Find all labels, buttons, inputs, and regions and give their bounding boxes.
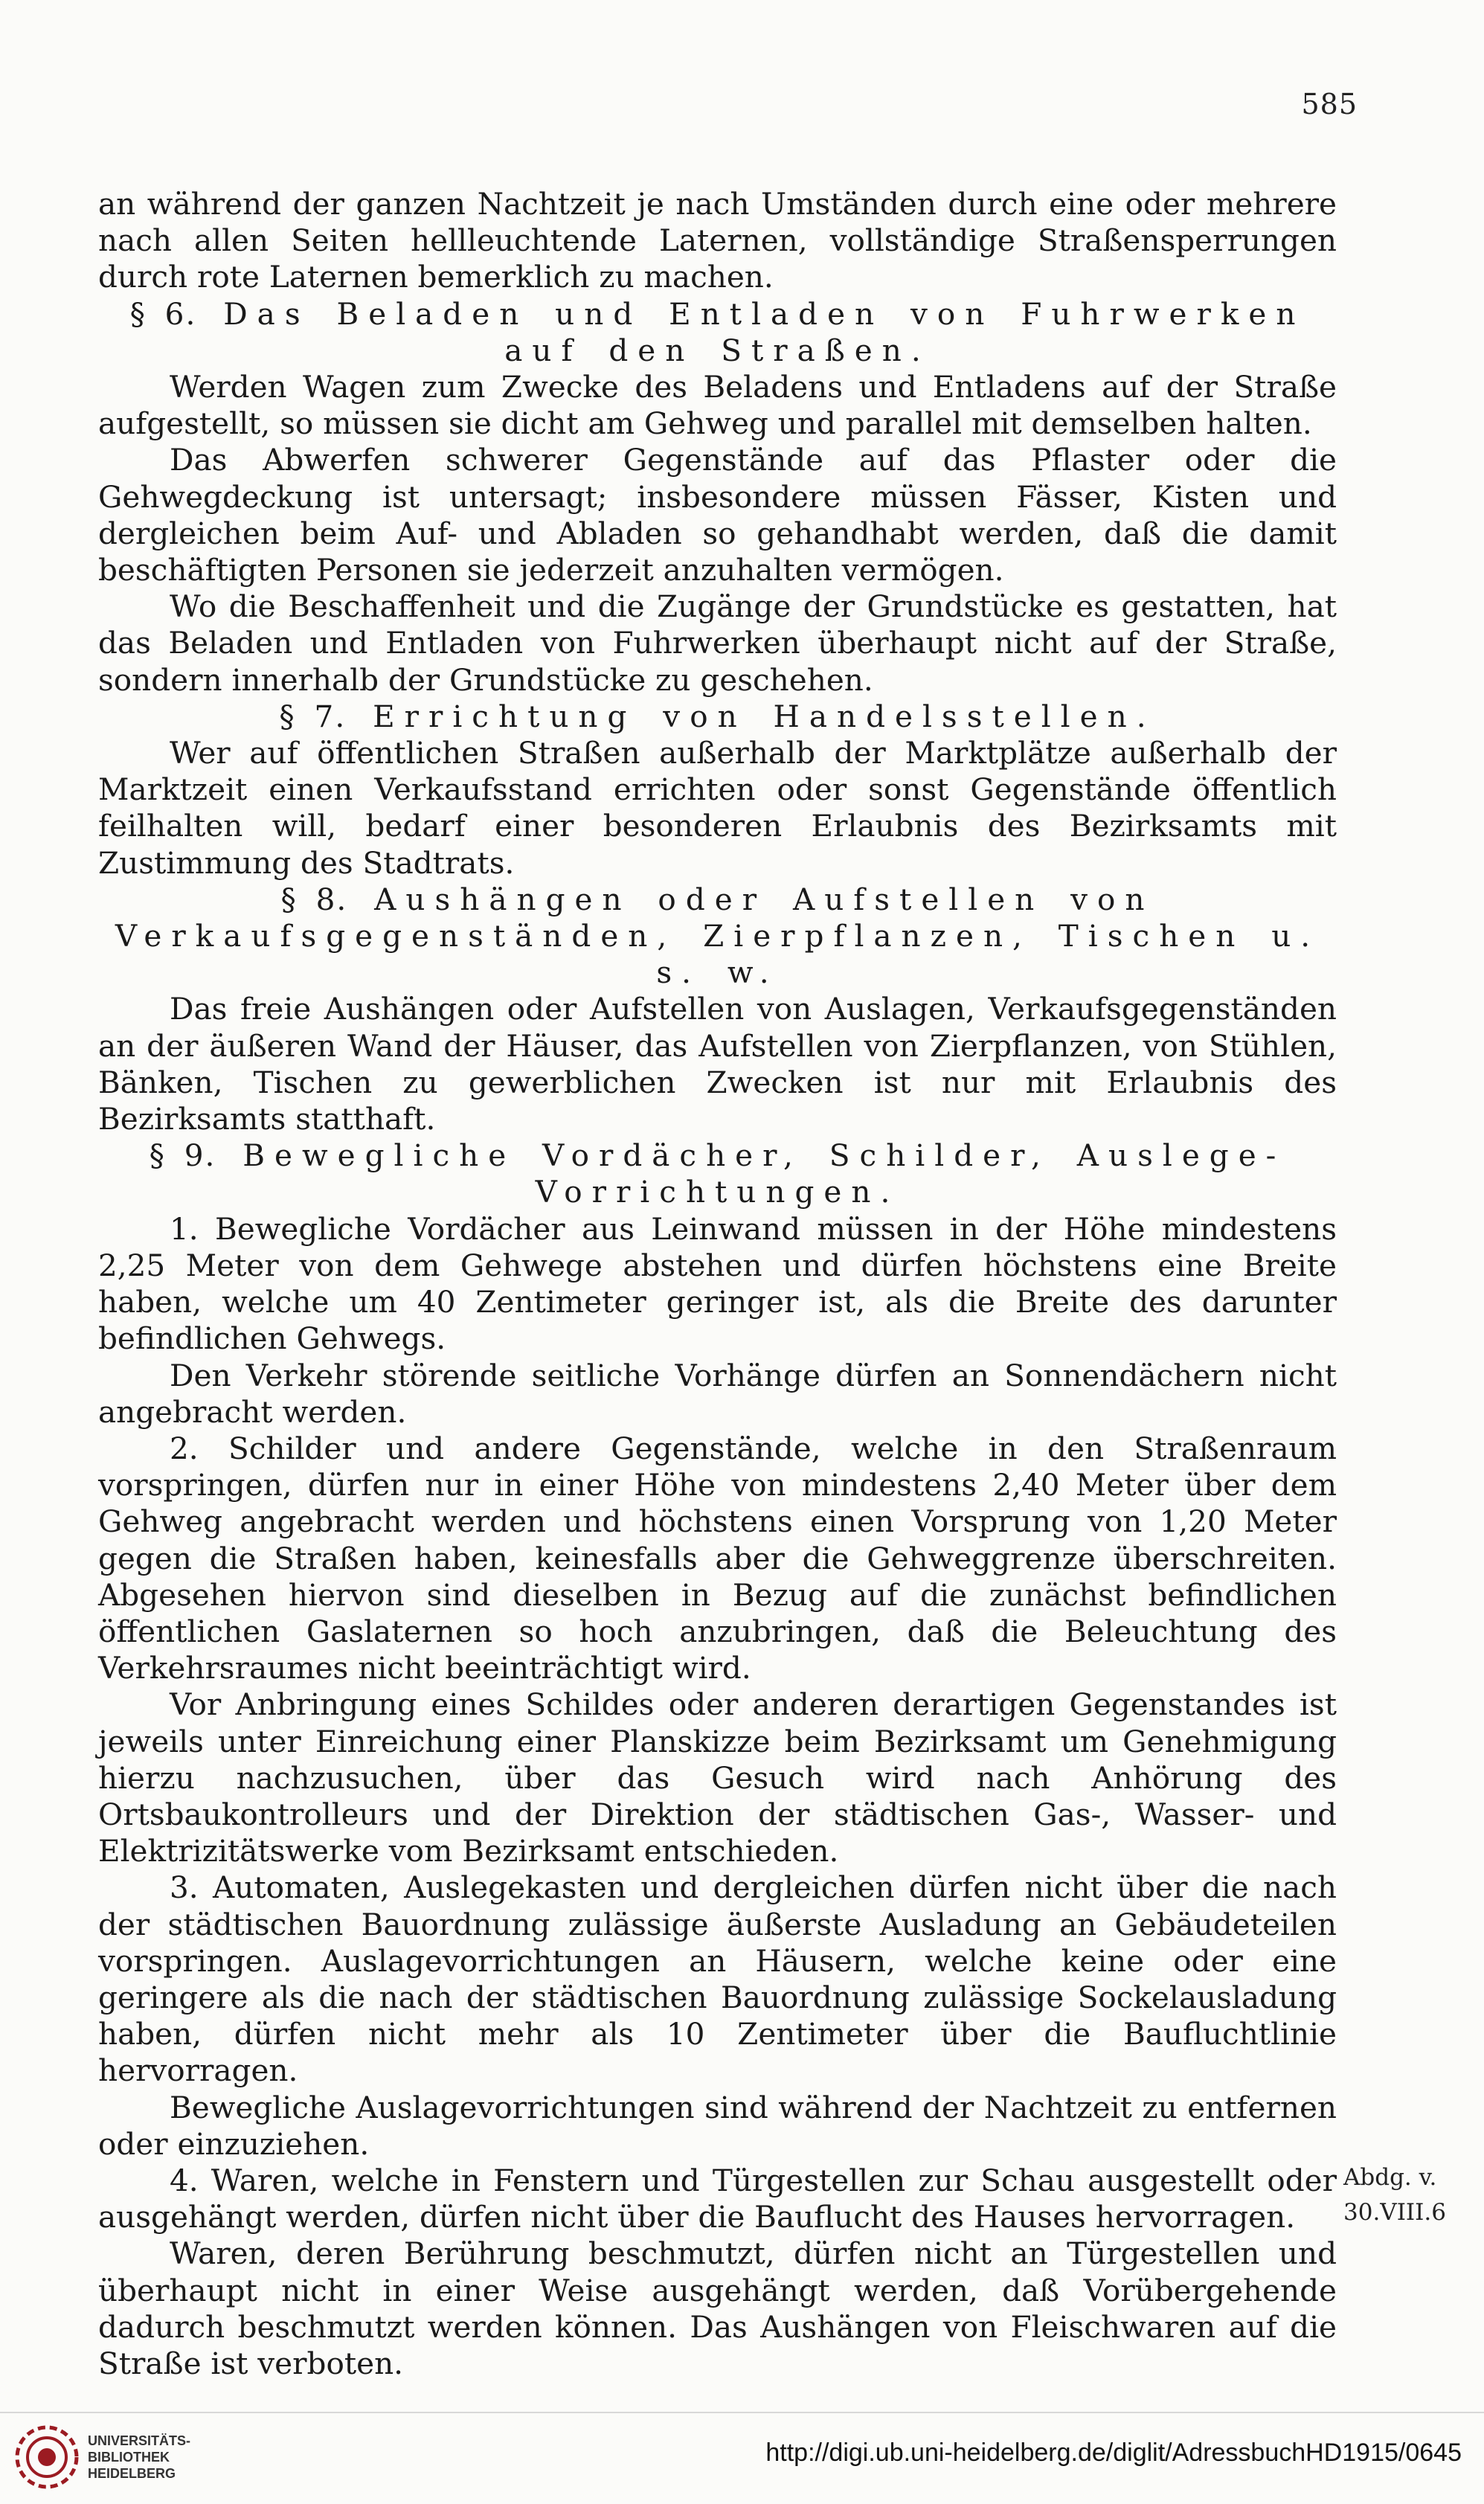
- section-heading: [98, 699, 1337, 735]
- page-number: 585: [1301, 88, 1358, 121]
- section-heading: [98, 1137, 1337, 1210]
- library-name: UNIVERSITÄTS- BIBLIOTHEK HEIDELBERG: [88, 2433, 191, 2481]
- paragraph: Das freie Aushängen oder Aufstellen von Auslagen, Verkaufsgegenständen an der äußeren Wand der Häuser, das Aufstellen von Zierpflanzen, von Stühlen, Bänken, Tischen zu gewerblichen Zwecken ist nur mit Erlaubnis des Bezirksamts statthaft.: [98, 991, 1337, 1137]
- paragraph: Waren, deren Berührung beschmutzt, dürfen nicht an Türgestellen und überhaupt nicht in einer Weise ausgehängt werden, daß Vorübergehende dadurch beschmutzt werden können. Das Aushängen von Fleischwaren auf die Straße ist verboten.: [98, 2235, 1337, 2381]
- section-heading: [98, 882, 1337, 992]
- paragraph: Wer auf öffentlichen Straßen außerhalb der Marktplätze außerhalb der Marktzeit einen Verkaufsstand errichten oder sonst Gegenstände öffentlich feilhalten will, bedarf einer besonderen Erlaubnis des Bezirksamts mit Zustimmung des Stadtrats.: [98, 735, 1337, 881]
- section-heading: [98, 296, 1337, 369]
- paragraph: Den Verkehr störende seitliche Vorhänge dürfen an Sonnendächern nicht angebracht werden.: [98, 1357, 1337, 1430]
- section-title: Aushängen oder Aufstellen von Verkaufsgegenständen, Zierpflanzen, Tischen u. s. w.: [115, 881, 1320, 991]
- paragraph: 4. Waren, welche in Fenstern und Türgestellen zur Schau ausgestellt oder ausgehängt werden, dürfen nicht über die Bauflucht des Hauses hervorragen.: [98, 2162, 1337, 2235]
- paragraph: Das Abwerfen schwerer Gegenstände auf das Pflaster oder die Gehwegdeckung ist untersagt; insbesondere müssen Fässer, Kisten und dergleichen beim Auf- und Abladen so gehandhabt werden, daß die damit beschäftigten Personen sie jederzeit anzuhalten vermögen.: [98, 442, 1337, 588]
- paragraph: 2. Schilder und andere Gegenstände, welche in den Straßenraum vorspringen, dürfen nur in einer Höhe von mindestens 2,40 Meter über dem Gehweg angebracht werden und höchstens einen Vorsprung von 1,20 Meter gegen die Straßen haben, keinesfalls aber die Gehweggrenze überschreiten. Abgesehen hiervon sind dieselben in Bezug auf die zunächst befindlichen öffentlichen Gaslaternen so hoch anzubringen, daß die Beleuchtung des Verkehrsraumes nicht beeinträchtigt wird.: [98, 1430, 1337, 1686]
- section-title: Errichtung von Handelsstellen.: [373, 698, 1156, 734]
- paragraph: Vor Anbringung eines Schildes oder anderen derartigen Gegenstandes ist jeweils unter Einreichung einer Planskizze beim Bezirksamt um Genehmigung hierzu nachzusuchen, über das Gesuch wird nach Anhörung des Ortsbaukontrolleurs und der Direktion der städtischen Gas-, Wasser- und Elektrizitätswerke vom Bezirksamt entschieden.: [98, 1686, 1337, 1869]
- paragraph: an während der ganzen Nachtzeit je nach Umständen durch eine oder mehrere nach allen Seiten hellleuchtende Laternen, vollständige Straßensperrungen durch rote Laternen bemerklich zu machen.: [98, 186, 1337, 295]
- section-number: § 7.: [279, 698, 347, 734]
- footer-divider: [0, 2412, 1484, 2413]
- library-logo: [15, 2424, 193, 2491]
- paragraph: 3. Automaten, Auslegekasten und dergleichen dürfen nicht über die nach der städtischen Bauordnung zulässige äußerste Ausladung an Gebäudeteilen vorspringen. Auslagevorrichtungen an Häusern, welche keine oder eine geringere als die nach der städtischen Bauordnung zulässige Sockelausladung haben, dürfen nicht mehr als 10 Zentimeter über die Baufluchtlinie hervorragen.: [98, 1869, 1337, 2089]
- source-url[interactable]: http://digi.ub.uni-heidelberg.de/diglit/AdressbuchHD1915/0645: [765, 2439, 1462, 2467]
- paragraph: 1. Bewegliche Vordächer aus Leinwand müssen in der Höhe mindestens 2,25 Meter von dem Gehwege abstehen und dürfen höchstens eine Breite haben, welche um 40 Zentimeter geringer ist, als die Breite des darunter befindlichen Gehwegs.: [98, 1210, 1337, 1357]
- margin-note: Abdg. v. 30.VIII.6: [1343, 2164, 1447, 2226]
- body-text: [98, 186, 1337, 2382]
- section-title: Das Beladen und Entladen von Fuhrwerken auf den Straßen.: [223, 295, 1305, 368]
- section-number: § 8.: [280, 881, 348, 917]
- paragraph: Wo die Beschaffenheit und die Zugänge der Grundstücke es gestatten, hat das Beladen und Entladen von Fuhrwerken überhaupt nicht auf der Straße, sondern innerhalb der Grundstücke zu geschehen.: [98, 588, 1337, 698]
- section-title: Bewegliche Vordächer, Schilder, Auslege-Vorrichtungen.: [242, 1137, 1286, 1210]
- library-seal-icon: [15, 2425, 79, 2489]
- paragraph: Bewegliche Auslagevorrichtungen sind während der Nachtzeit zu entfernen oder einzuziehen.: [98, 2089, 1337, 2162]
- paragraph: Werden Wagen zum Zwecke des Beladens und Entladens auf der Straße aufgestellt, so müssen sie dicht am Gehweg und parallel mit demselben halten.: [98, 369, 1337, 442]
- section-number: § 6.: [129, 295, 197, 332]
- section-number: § 9.: [149, 1137, 216, 1174]
